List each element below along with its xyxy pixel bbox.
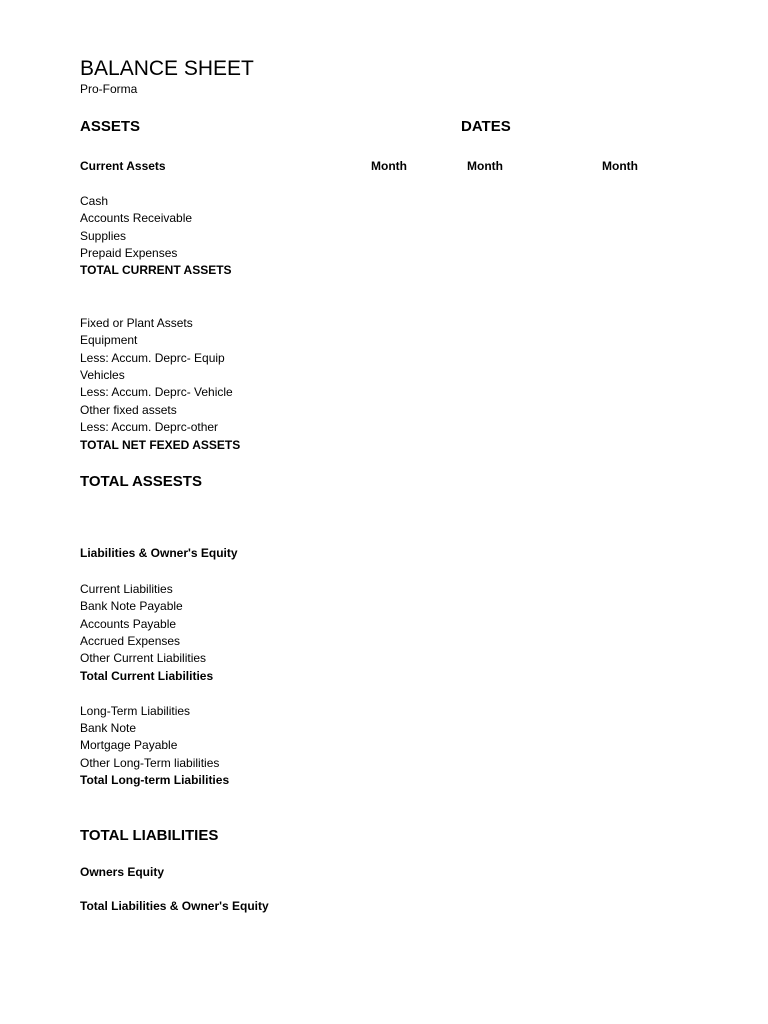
- line-item: Bank Note Payable: [80, 599, 183, 613]
- total-current-assets: TOTAL CURRENT ASSETS: [80, 263, 232, 277]
- total-liabilities: TOTAL LIABILITIES: [80, 827, 219, 844]
- fixed-assets-heading: Fixed or Plant Assets: [80, 316, 193, 330]
- line-item: Other Long-Term liabilities: [80, 756, 220, 770]
- current-liabilities-heading: Current Liabilities: [80, 582, 173, 596]
- page-title: BALANCE SHEET: [80, 57, 254, 80]
- liabilities-heading: Liabilities & Owner's Equity: [80, 546, 238, 560]
- line-item: Accrued Expenses: [80, 634, 181, 648]
- line-item: Supplies: [80, 229, 127, 243]
- line-item: Accounts Payable: [80, 617, 177, 631]
- line-item: Less: Accum. Deprc- Equip: [80, 351, 225, 365]
- page-subtitle: Pro-Forma: [80, 82, 138, 96]
- line-item: Mortgage Payable: [80, 738, 178, 752]
- current-assets-heading: Current Assets: [80, 159, 166, 173]
- month-column-header: Month: [467, 159, 503, 173]
- line-item: Less: Accum. Deprc-other: [80, 420, 219, 434]
- owners-equity: Owners Equity: [80, 865, 165, 879]
- line-item: Cash: [80, 194, 109, 208]
- month-column-header: Month: [371, 159, 407, 173]
- dates-heading: DATES: [461, 118, 511, 135]
- line-item: Other Current Liabilities: [80, 651, 207, 665]
- long-term-liabilities-heading: Long-Term Liabilities: [80, 704, 191, 718]
- line-item: Prepaid Expenses: [80, 246, 178, 260]
- line-item: Bank Note: [80, 721, 137, 735]
- line-item: Other fixed assets: [80, 403, 177, 417]
- line-item: Vehicles: [80, 368, 125, 382]
- month-column-header: Month: [602, 159, 638, 173]
- line-item: Equipment: [80, 333, 138, 347]
- total-liabilities-equity: Total Liabilities & Owner's Equity: [80, 899, 269, 913]
- line-item: Less: Accum. Deprc- Vehicle: [80, 385, 233, 399]
- total-fixed-assets: TOTAL NET FEXED ASSETS: [80, 438, 241, 452]
- line-item: Accounts Receivable: [80, 211, 193, 225]
- total-current-liabilities: Total Current Liabilities: [80, 669, 214, 683]
- total-long-term-liabilities: Total Long-term Liabilities: [80, 773, 230, 787]
- total-assets: TOTAL ASSESTS: [80, 473, 202, 490]
- assets-heading: ASSETS: [80, 118, 141, 135]
